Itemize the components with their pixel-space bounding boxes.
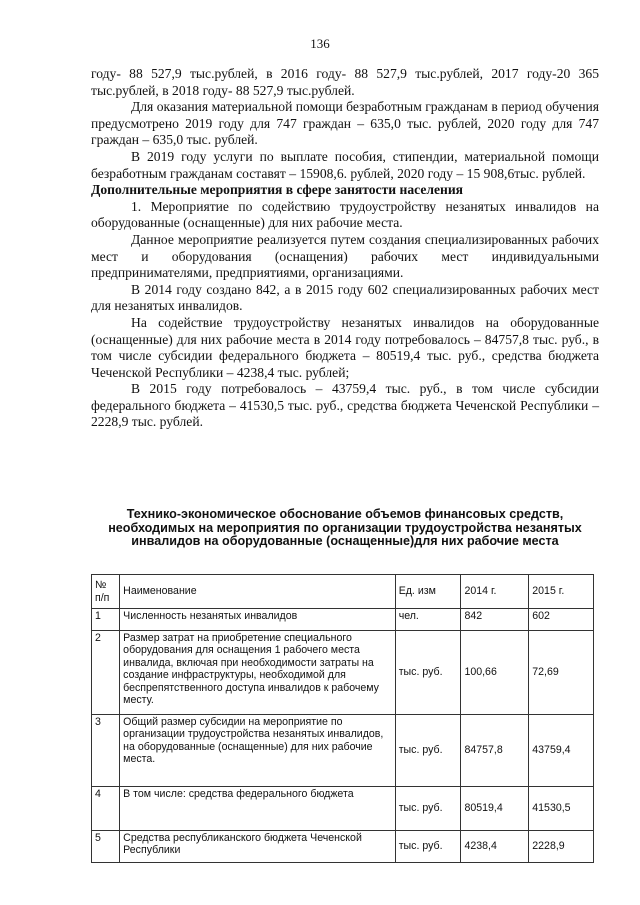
header-num: № п/п (92, 575, 120, 609)
cell-unit: тыс. руб. (395, 787, 461, 831)
table-row (92, 787, 594, 831)
cell-2015: 43759,4 (529, 715, 594, 787)
header-2015: 2015 г. (529, 575, 594, 609)
cell-unit: тыс. руб. (395, 631, 461, 715)
table-title: Технико-экономическое обоснование объемов финансовых средств, необходимых на мероприятия по организации трудоустройства незанятых инвалидов на оборудованные (оснащенные)для них рабочие места (108, 507, 582, 549)
paragraph: В 2019 году услуги по выплате пособия, стипендии, материальной помощи безработным гражданам составят – 15908,6. рублей, 2020 году – 15 908,6тыс. рублей. (91, 148, 599, 181)
page-number: 136 (310, 36, 330, 51)
cell-num: 2 (92, 631, 120, 715)
paragraph: В 2014 году создано 842, а в 2015 году 602 специализированных рабочих мест для незанятых инвалидов. (91, 281, 599, 314)
cell-2015: 72,69 (529, 631, 594, 715)
cell-2015: 41530,5 (529, 787, 594, 831)
paragraph: Для оказания материальной помощи безработным гражданам в период обучения предусмотрено 2019 году для 747 граждан – 635,0 тыс. рублей, 2020 году для 747 граждан – 635,0 тыс. рублей. (91, 99, 599, 148)
cell-unit: тыс. руб. (395, 831, 461, 863)
table-row (92, 715, 594, 787)
cell-2015: 602 (529, 609, 594, 631)
table-row (92, 609, 594, 631)
header-2014: 2014 г. (461, 575, 529, 609)
paragraph: 1. Мероприятие по содействию трудоустройству незанятых инвалидов на оборудованные (оснащенные) для них рабочие места. (91, 198, 599, 231)
cell-name: Размер затрат на приобретение специального оборудования для оснащения 1 рабочего места инвалида, включая при необходимости затраты на создание инфраструктуры, необходимой для беспрепятственного доступа инвалидов к рабочему месту. (120, 631, 396, 715)
header-unit: Ед. изм (395, 575, 461, 609)
table-row (92, 631, 594, 715)
document-body (91, 66, 599, 431)
cell-2014: 100,66 (461, 631, 529, 715)
section-heading: Дополнительные мероприятия в сфере занятости населения (91, 182, 464, 198)
header-name: Наименование (120, 575, 396, 609)
cell-name: Средства республиканского бюджета Чеченской Республики (120, 831, 396, 863)
cell-name: Численность незанятых инвалидов (120, 609, 396, 631)
funding-table (91, 574, 594, 863)
paragraph: году- 88 527,9 тыс.рублей, в 2016 году- 88 527,9 тыс.рублей, 2017 году-20 365 тыс.рублей, в 2018 году- 88 527,9 тыс.рублей. (91, 66, 599, 98)
paragraph: Данное мероприятие реализуется путем создания специализированных рабочих мест и оборудования (оснащения) рабочих мест индивидуальными предпринимателями, предприятиями, организациями. (91, 231, 599, 281)
cell-2014: 842 (461, 609, 529, 631)
cell-num: 3 (92, 715, 120, 787)
cell-name: Общий размер субсидии на мероприятие по организации трудоустройства незанятых инвалидов, на оборудованные (оснащенные) для них рабочие места. (120, 715, 396, 787)
cell-num: 5 (92, 831, 120, 863)
table-header-row (92, 575, 594, 609)
cell-name: В том числе: средства федерального бюджета (120, 787, 396, 831)
cell-2014: 4238,4 (461, 831, 529, 863)
paragraph: На содействие трудоустройству незанятых инвалидов на оборудованные (оснащенные) для них рабочие места в 2014 году потребовалось – 84757,8 тыс. руб., в том числе субсидии федерального бюджета – 80519,4 тыс. руб., средства бюджета Чеченской Республики – 4238,4 тыс. рублей; (91, 314, 599, 380)
cell-2015: 2228,9 (529, 831, 594, 863)
cell-num: 1 (92, 609, 120, 631)
cell-unit: тыс. руб. (395, 715, 461, 787)
cell-2014: 84757,8 (461, 715, 529, 787)
table-row (92, 831, 594, 863)
cell-2014: 80519,4 (461, 787, 529, 831)
cell-num: 4 (92, 787, 120, 831)
cell-unit: чел. (395, 609, 461, 631)
paragraph: В 2015 году потребовалось – 43759,4 тыс. руб., в том числе субсидии федерального бюджета – 41530,5 тыс. руб., средства бюджета Чеченской Республики – 2228,9 тыс. рублей. (91, 381, 599, 430)
